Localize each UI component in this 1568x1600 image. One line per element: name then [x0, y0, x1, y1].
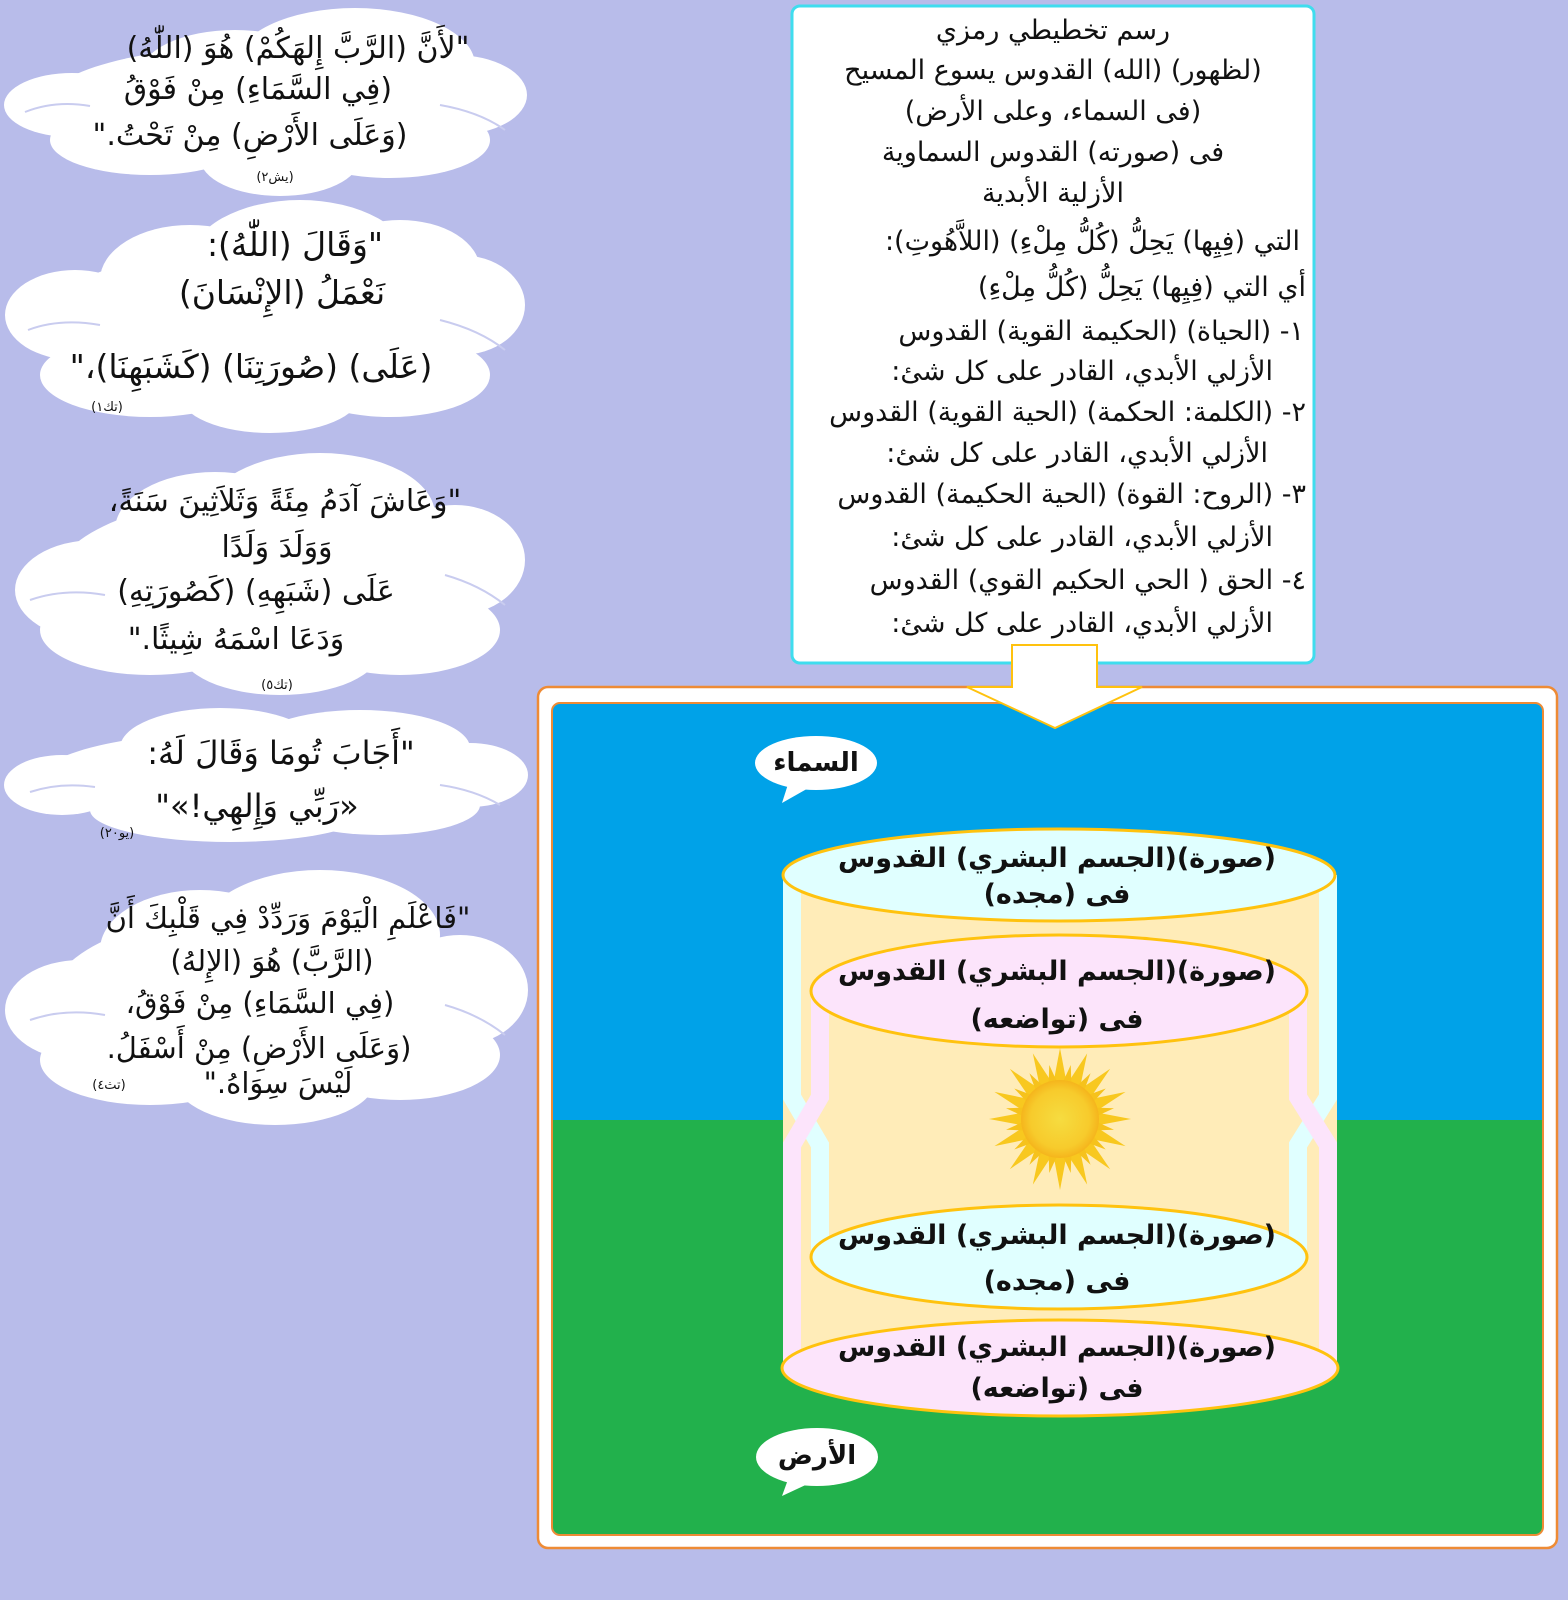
earth-label: الأرض — [777, 1441, 857, 1471]
ellipse-3-label-line-2: فى (مجده) — [983, 1266, 1131, 1297]
textbox-line-2: (لظهور) (الله) القدوس يسوع المسيح — [844, 55, 1262, 86]
textbox-line-7: أي التي (فِيِها) يَحِلُّ (كُلُّ مِلْءِ) — [977, 272, 1306, 303]
cloud-4-line-1: "أَجَابَ تُومَا وَقَالَ لَهُ: — [147, 734, 415, 772]
textbox-item-4-cont: الأزلي الأبدي، القادر على كل شئ: — [891, 608, 1273, 639]
textbox-item-2: ٢- (الكلمة: الحكمة) (الحية القوية) القدوس — [829, 397, 1306, 428]
cloud-2-line-1: "وَقَالَ (اللّٰهُ): — [206, 225, 384, 264]
textbox-item-1-cont: الأزلي الأبدي، القادر على كل شئ: — [891, 356, 1273, 387]
textbox-item-1: ١- (الحياة) (الحكيمة القوية) القدوس — [898, 316, 1304, 347]
ellipse-1-label-line-2: فى (مجده) — [983, 879, 1131, 910]
textbox-title: رسم تخطيطي رمزي — [935, 15, 1171, 46]
cloud-5-line-5: لَيْسَ سِوَاهُ." — [203, 1066, 353, 1100]
cloud-1-line-2: (فِي السَّمَاءِ) مِنْ فَوْقُ — [123, 72, 393, 107]
cloud-2-line-2: نَعْمَلُ (الإِنْسَانَ) — [178, 273, 386, 312]
sun-icon — [989, 1048, 1131, 1190]
ellipse-2-label-line-1: (صورة)(الجسم البشري) القدوس — [837, 956, 1277, 987]
cloud-5-line-1: "فَاعْلَمِ الْيَوْمَ وَرَدِّدْ فِي قَلْبِكَ أَنَّ — [105, 901, 471, 935]
textbox-line-4: فى (صورته) القدوس السماوية — [881, 137, 1225, 168]
cloud-2-line-3: (عَلَى) (صُورَتِنَا) (كَشَبَهِنَا)،" — [69, 347, 433, 386]
cloud-1-line-1: "لأَنَّ (الرَّبَّ إِلهَكُمْ) هُوَ (اللّٰهُ) — [126, 31, 470, 66]
ellipse-4-label-line-1: (صورة)(الجسم البشري) القدوس — [837, 1332, 1277, 1363]
sky-label: السماء — [773, 748, 859, 778]
cloud-5-line-2: (الرَّبَّ) هُوَ (الإِلهُ) — [170, 944, 374, 978]
textbox-item-4: ٤- الحق ( الحي الحكيم القوي) القدوس — [869, 565, 1306, 596]
ellipse-2-label-line-2: فى (تواضعه) — [970, 1004, 1144, 1035]
cloud-3-line-4: وَدَعَا اسْمَهُ شِيثًا." — [127, 622, 345, 657]
cloud-3-line-1: "وَعَاشَ آدَمُ مِئَةً وَثَلاَثِينَ سَنَةً، — [108, 484, 462, 519]
cloud-4-line-2: «رَبِّي وَإِلهِي!»" — [155, 787, 359, 825]
cloud-1-citation: (يش٢) — [256, 170, 294, 185]
textbox-item-3: ٣- (الروح: القوة) (الحية الحكيمة) القدوس — [837, 479, 1306, 510]
textbox-item-3-cont: الأزلي الأبدي، القادر على كل شئ: — [891, 522, 1273, 553]
textbox-line-5: الأزلية الأبدية — [982, 178, 1124, 209]
ellipse-1-label-line-1: (صورة)(الجسم البشري) القدوس — [837, 843, 1277, 874]
ellipse-3-label-line-1: (صورة)(الجسم البشري) القدوس — [837, 1220, 1277, 1251]
textbox-line-3: (فى السماء، وعلى الأرض) — [904, 96, 1202, 127]
cloud-5-line-3: (فِي السَّمَاءِ) مِنْ فَوْقُ، — [125, 986, 395, 1020]
cloud-5-citation: (تث٤) — [92, 1078, 126, 1093]
ellipse-4-label-line-2: فى (تواضعه) — [970, 1373, 1144, 1404]
cloud-3-line-2: وَوَلَدَ وَلَدًا — [221, 530, 333, 565]
cloud-4-citation: (يو٢٠) — [99, 826, 135, 841]
cloud-5-line-4: (وَعَلَى الأَرْضِ) مِنْ أَسْفَلُ. — [106, 1031, 412, 1065]
cloud-2-citation: (تك١) — [91, 400, 123, 415]
cloud-3-citation: (تك٥) — [261, 678, 293, 693]
cloud-3-line-3: عَلَى (شَبَهِهِ) (كَصُورَتِهِ) — [117, 574, 395, 609]
textbox-item-2-cont: الأزلي الأبدي، القادر على كل شئ: — [886, 438, 1268, 469]
cloud-1-line-3: (وَعَلَى الأَرْضِ) مِنْ تَحْتُ." — [92, 118, 408, 153]
textbox-line-6: التي (فِيِها) يَحِلُّ (كُلُّ مِلْءِ) (اللاَّهُوتِ): — [884, 226, 1300, 257]
